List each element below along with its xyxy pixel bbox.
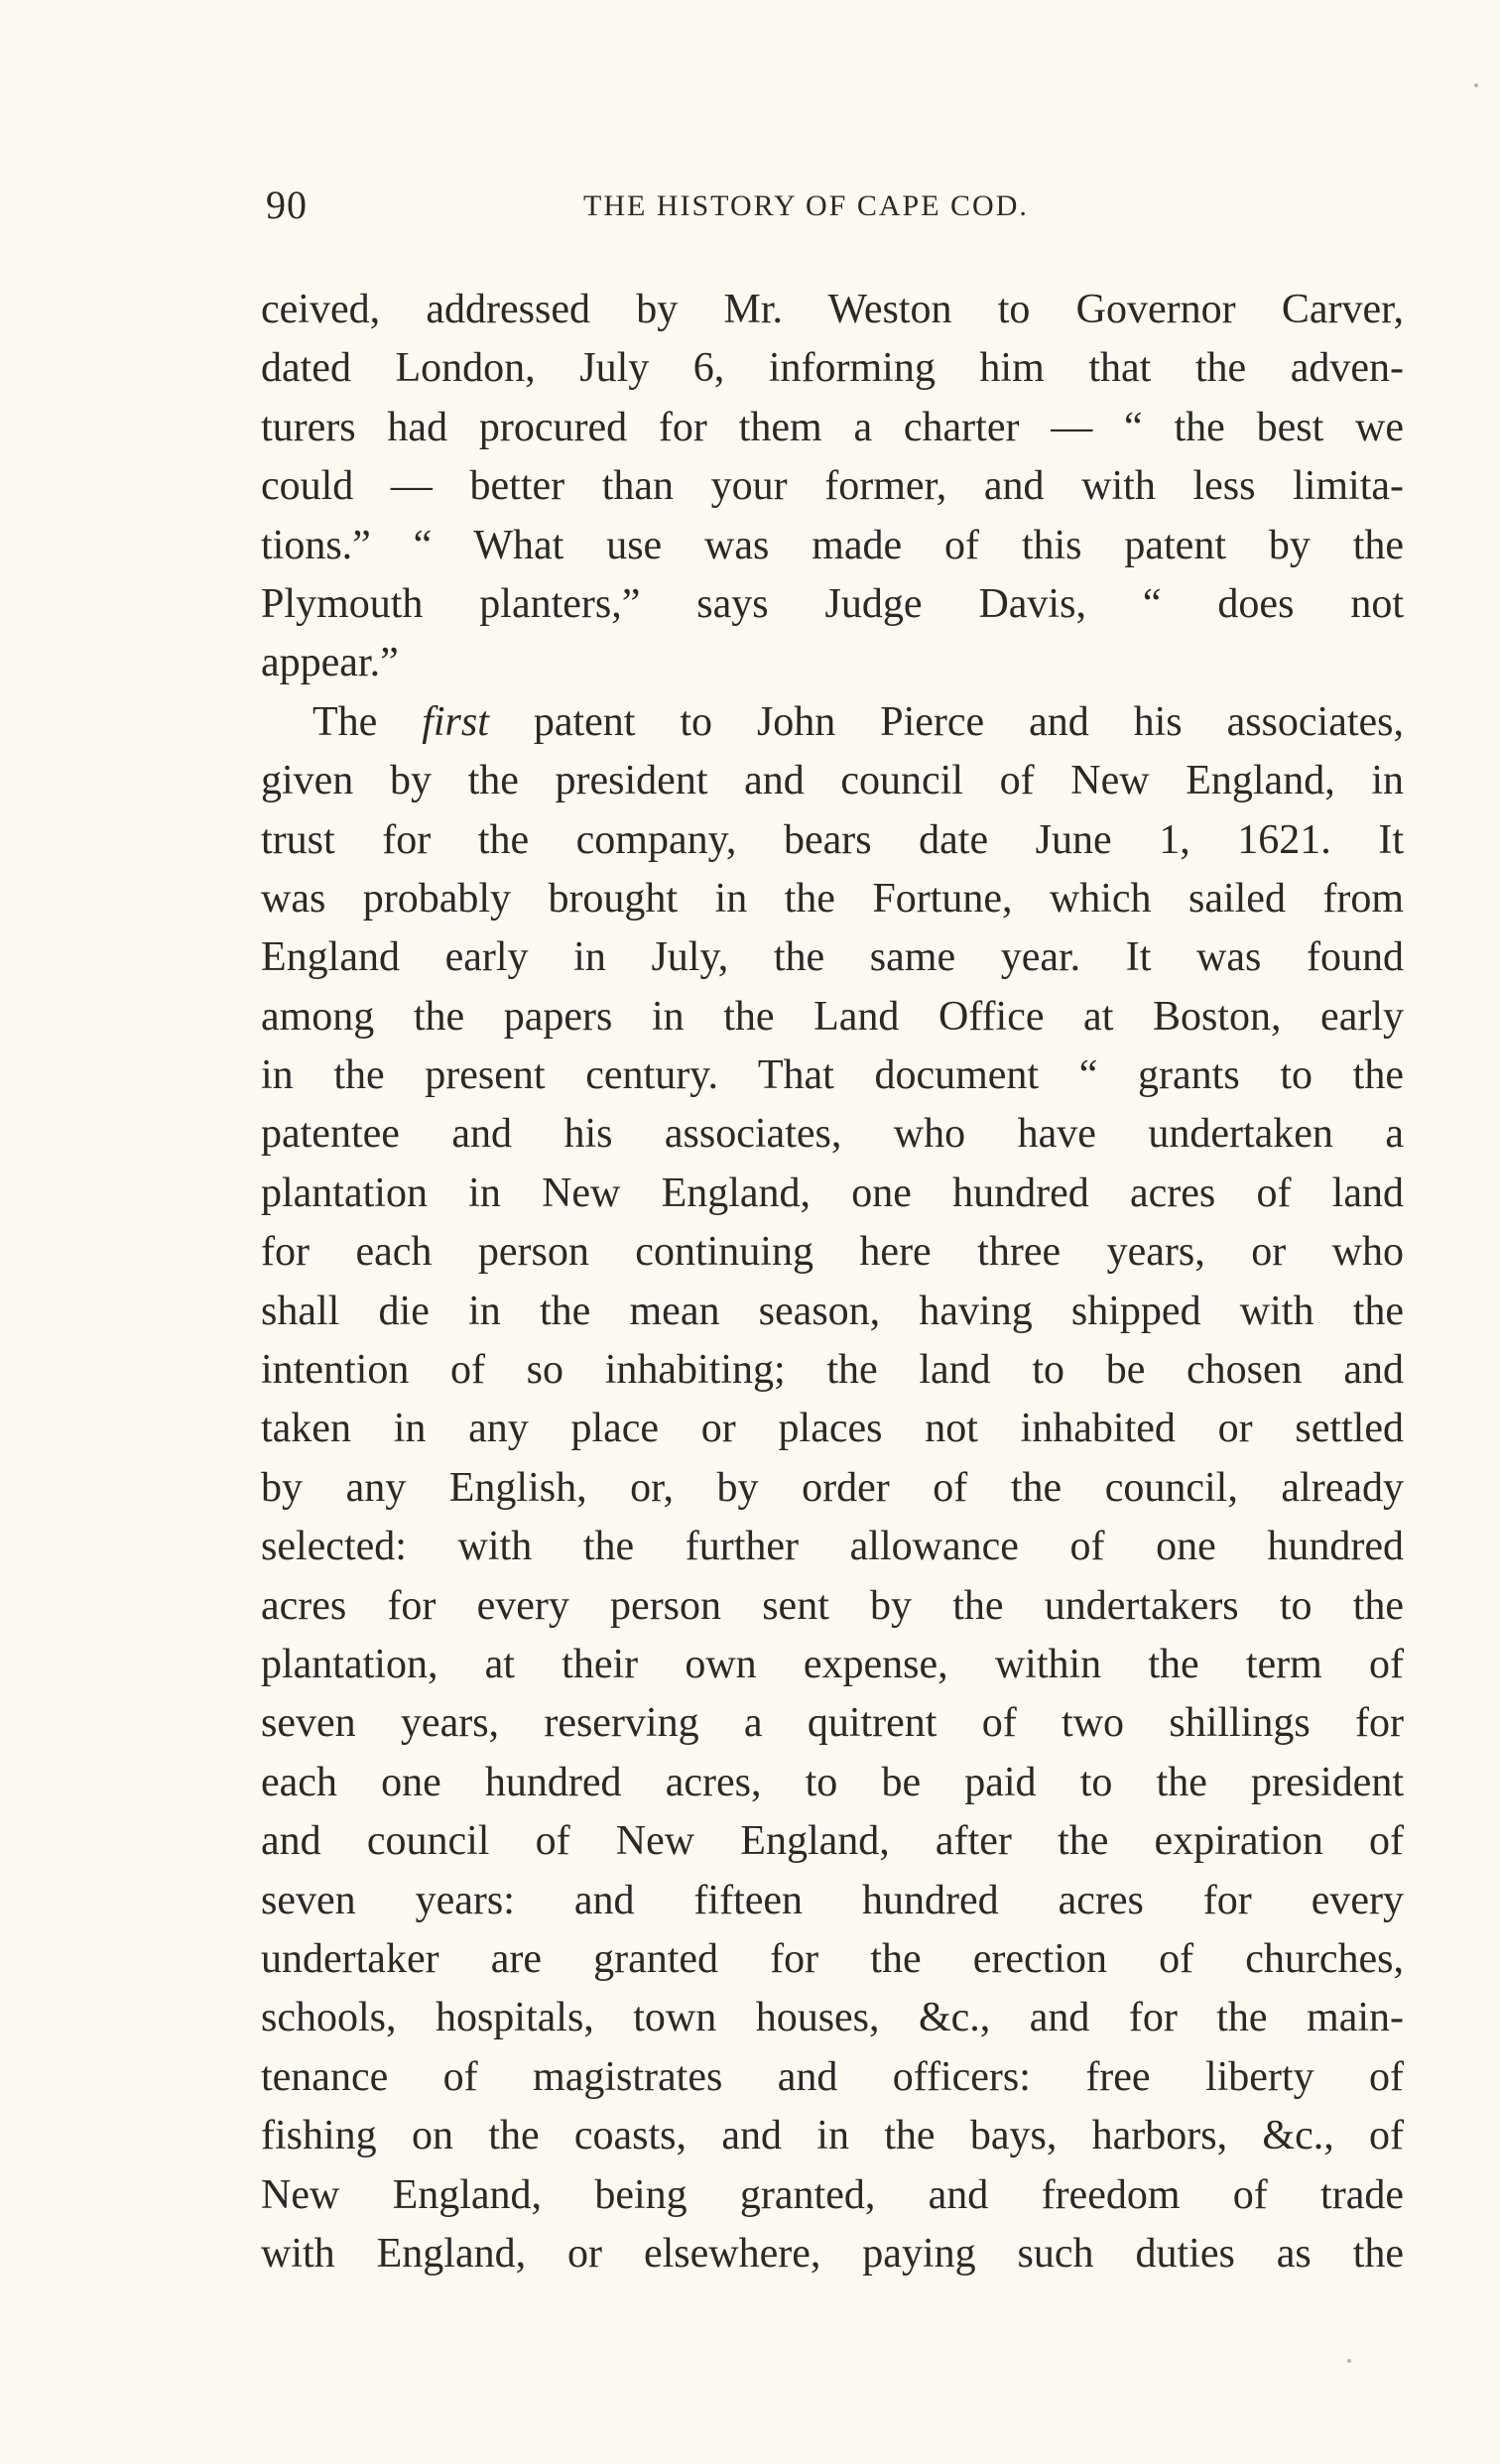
text-line: dated London, July 6, informing him that the adven-: [261, 345, 1404, 392]
text-line: England early in July, the same year. It was found: [261, 934, 1404, 981]
text-line: Plymouth planters,” says Judge Davis, “ does not: [261, 580, 1404, 627]
text-line: among the papers in the Land Office at Boston, early: [261, 993, 1404, 1040]
text-line: and council of New England, after the expiration of: [261, 1818, 1404, 1865]
text-line: ceived, addressed by Mr. Weston to Governor Carver,: [261, 287, 1404, 332]
text-line: could — better than your former, and with less limita-: [261, 463, 1404, 510]
text-line: plantation in New England, one hundred acres of land: [261, 1170, 1404, 1216]
text-line: plantation, at their own expense, within the term of: [261, 1641, 1404, 1687]
text-line: trust for the company, bears date June 1, 1621. It: [261, 816, 1404, 863]
running-head: [266, 181, 1403, 230]
italic-word: first: [422, 698, 489, 745]
text-line: appear.”: [261, 640, 399, 686]
text-line: was probably brought in the Fortune, which sailed from: [261, 875, 1404, 922]
text-line: turers had procured for them a charter — “ the best we: [261, 404, 1404, 450]
text-line: taken in any place or places not inhabited or settled: [261, 1406, 1404, 1452]
text-line: undertaker are granted for the erection of churches,: [261, 1935, 1404, 1982]
text-line: shall die in the mean season, having shipped with the: [261, 1288, 1404, 1334]
text-line: acres for every person sent by the undertakers to the: [261, 1582, 1404, 1629]
text-line: for each person continuing here three years, or who: [261, 1229, 1404, 1276]
page-number: 90: [266, 183, 308, 227]
text-line: intention of so inhabiting; the land to be chosen and: [261, 1347, 1404, 1394]
text-line: given by the president and council of New England, in: [261, 758, 1404, 804]
running-title: THE HISTORY OF CAPE COD.: [583, 189, 1029, 222]
text-line: selected: with the further allowance of one hundred: [261, 1524, 1404, 1570]
text-line: with England, or elsewhere, paying such duties as the: [261, 2230, 1404, 2277]
text-line: New England, being granted, and freedom of trade: [261, 2171, 1404, 2218]
text-line: by any English, or, by order of the council, already: [261, 1464, 1404, 1511]
paper-speck: [1347, 2359, 1351, 2363]
body-text: [261, 281, 1404, 2283]
text-run: patent to John Pierce and his associates,: [488, 698, 1405, 745]
paragraph-first-line: [261, 693, 1404, 752]
text-line: tenance of magistrates and officers: free liberty of: [261, 2053, 1404, 2100]
text-line: patentee and his associates, who have undertaken a: [261, 1111, 1404, 1158]
text-line: tions.” “ What use was made of this patent by the: [261, 522, 1404, 568]
text-line: seven years, reserving a quitrent of two shillings for: [261, 1700, 1404, 1747]
text-run: The: [312, 698, 423, 745]
text-line: fishing on the coasts, and in the bays, harbors, &c., of: [261, 2113, 1404, 2159]
text-line: each one hundred acres, to be paid to the president: [261, 1759, 1404, 1805]
text-line: schools, hospitals, town houses, &c., and for the main-: [261, 1995, 1404, 2041]
text-line: seven years: and fifteen hundred acres for every: [261, 1877, 1404, 1923]
text-line: in the present century. That document “ grants to the: [261, 1052, 1404, 1099]
paper-speck: [1474, 83, 1478, 87]
